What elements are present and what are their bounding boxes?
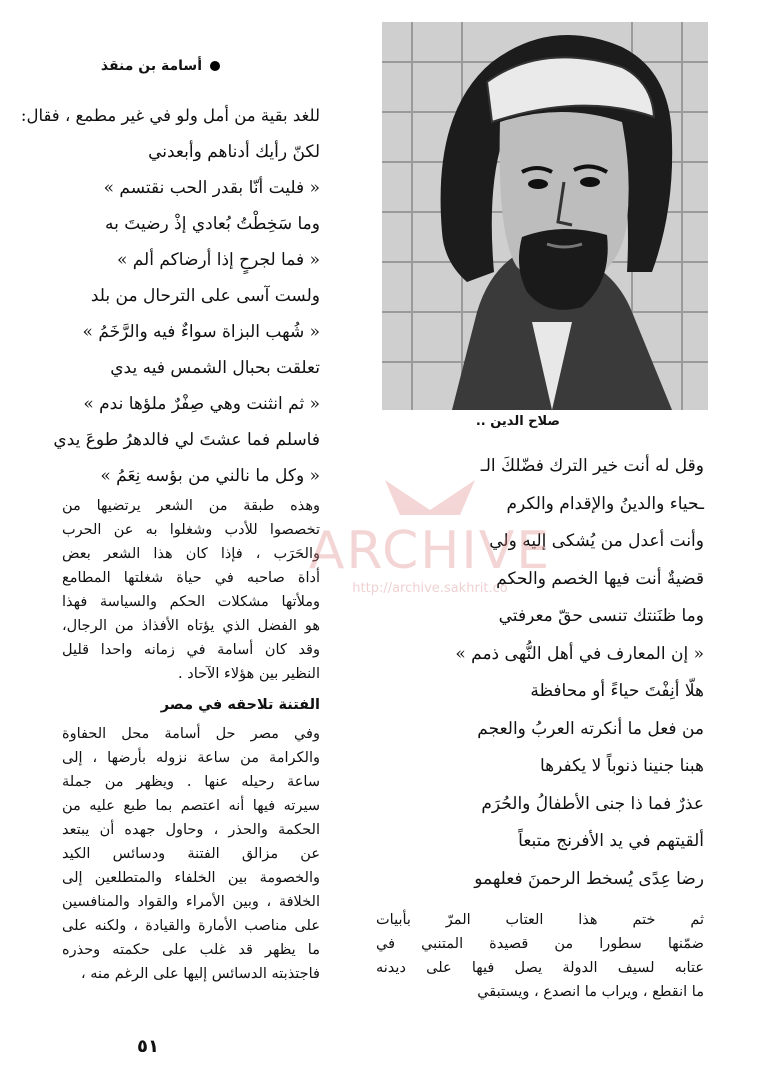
- paragraph-line: النظير بين هؤلاء الآحاد .: [178, 666, 320, 682]
- verse-line: « وكل ما نالني من بؤسه نِعَمُ »: [100, 466, 320, 486]
- verse-line: وأنت أعدل من يُشكى إليه ولي: [489, 531, 704, 551]
- portrait-illustration: [382, 22, 708, 410]
- paragraph-line: عتابه لسيف الدولة يصل فيها على ديدنه: [376, 960, 704, 976]
- page-number: ٥١: [137, 1036, 159, 1057]
- paragraph-line: وهذه طبقة من الشعر يرتضيها من: [62, 498, 320, 514]
- running-header: [60, 54, 220, 78]
- verse-line: قضيةٌ أنت فيها الخصم والحكم: [496, 568, 704, 589]
- right-column: [376, 448, 704, 1004]
- paragraph-line: الحكمة والحذر ، وحاول جهده أن يبتعد: [62, 822, 320, 838]
- verse-line: وما سَخِطْتُ بُعادي إذْ رضيتَ به: [105, 214, 320, 234]
- paragraph-line: ضمّنها سطورا من قصيدة المتنبي في: [376, 936, 704, 952]
- section-subheading: الفتنة تلاحقه في مصر: [160, 697, 320, 713]
- verse-line: ـحياء والدينُ والإقدام والكرم: [506, 493, 704, 514]
- watermark-text: ARCHIVE: [308, 521, 552, 581]
- paragraph-line: ثم ختم هذا العتاب المرّ بأبيات: [376, 912, 704, 928]
- verse-line: « فما لجرحٍ إذا أرضاكم ألم »: [116, 250, 320, 270]
- verse-line: « ثم انثنت وهي صِفْرٌ ملؤها ندم »: [83, 394, 320, 414]
- verse-line: وقل له أنت خير الترك فضّلكَ الـ: [480, 456, 704, 476]
- paragraph-line: وقد كان أسامة في زمانه واحدا قليل: [62, 642, 320, 658]
- portrait-caption: صلاح الدين ..: [475, 414, 560, 429]
- verse-line: هلّا أنِفْتَ حياءً أو محافظة: [530, 681, 704, 701]
- verse-line: ولست آسى على الترحال من بلد: [90, 286, 320, 306]
- verse-line: لكنّ رأيك أدناهم وأبعدني: [148, 142, 320, 162]
- text-line: للغد بقية من أمل ولو في غير مطمع ، فقال:: [20, 106, 320, 125]
- paragraph-line: والحَرَب ، فإذا كان هذا الشعر بعض: [62, 546, 320, 562]
- paragraph-line: تخصصوا للأدب وشغلوا به عن الحرب: [62, 522, 320, 538]
- paragraph-line: الخلافة ، وبين الأمراء والقواد والمنافسين: [62, 894, 320, 910]
- verse-line: ألقيتهم في يد الأفرنج متبعاً: [518, 831, 704, 851]
- watermark-url: http://archive.sakhrit.co: [352, 581, 508, 596]
- paragraph-line: وملأتها مشكلات الحكم والسياسة فهذا: [62, 594, 320, 610]
- paragraph-line: فاجتذبته الدسائس إليها على الرغم منه ،: [80, 966, 320, 982]
- paragraph-line: والخصومة بين الخلفاء والمتطلعين إلى: [62, 870, 320, 886]
- paragraph-line: والكرامة من ساعة نزوله بأرضها ، إلى: [62, 750, 320, 766]
- paragraph-line: ما انقطع ، ويراب ما انصدع ، ويستبقي: [477, 984, 704, 1000]
- paragraph-line: على مناصب الأمارة والقيادة ، ولكنه على: [62, 918, 320, 934]
- paragraph-line: أداة صاحبه في حياة شغلتها المطامع: [62, 570, 320, 586]
- verse-line: « إن المعارف في أهل النُّهى ذمم »: [455, 643, 704, 664]
- portrait-image: [382, 22, 708, 410]
- paragraph-line: سيرته فيها أنه اعتصم بما طبع عليه من: [62, 798, 320, 814]
- running-title: أسامة بن منقذ: [100, 58, 202, 74]
- paragraph-line: عن مزالق الفتنة ودسائس الكيد: [62, 846, 320, 862]
- verse-line: عذرٌ فما ذا جنى الأطفالُ والحُرَم: [481, 793, 704, 814]
- verse-line: رضا عِدًى يُسخط الرحمنَ فعلهمو: [474, 868, 704, 889]
- verse-line: من فعل ما أنكرته العربُ والعجم: [477, 718, 704, 739]
- paragraph-line: ساعة رحيله عنها . ويظهر من جملة: [62, 774, 320, 790]
- verse-line: فاسلم فما عشتَ لي فالدهرُ طوعَ يدي: [53, 430, 320, 450]
- verse-line: « شُهب البزاة سواءٌ فيه والرَّخَمُ »: [82, 322, 320, 342]
- verse-line: وما ظنَنتك تنسى حقّ معرفتي: [498, 606, 704, 626]
- bullet-icon: [210, 61, 220, 71]
- verse-line: هبنا جنينا ذنوباً لا يكفرها: [539, 756, 704, 776]
- paragraph-line: هو الفضل الذي يؤتاه الأفذاذ من الرجال،: [62, 618, 320, 634]
- verse-line: « فليت أنّا بقدر الحب نقتسم »: [103, 178, 320, 198]
- verse-line: تعلقت بحبال الشمس فيه يدي: [110, 358, 320, 378]
- paragraph-line: وفي مصر حل أسامة محل الحفاوة: [62, 726, 320, 742]
- paragraph-line: ما يظهر قد غلب على حكمته وحذره: [62, 942, 320, 958]
- left-column: [20, 98, 320, 986]
